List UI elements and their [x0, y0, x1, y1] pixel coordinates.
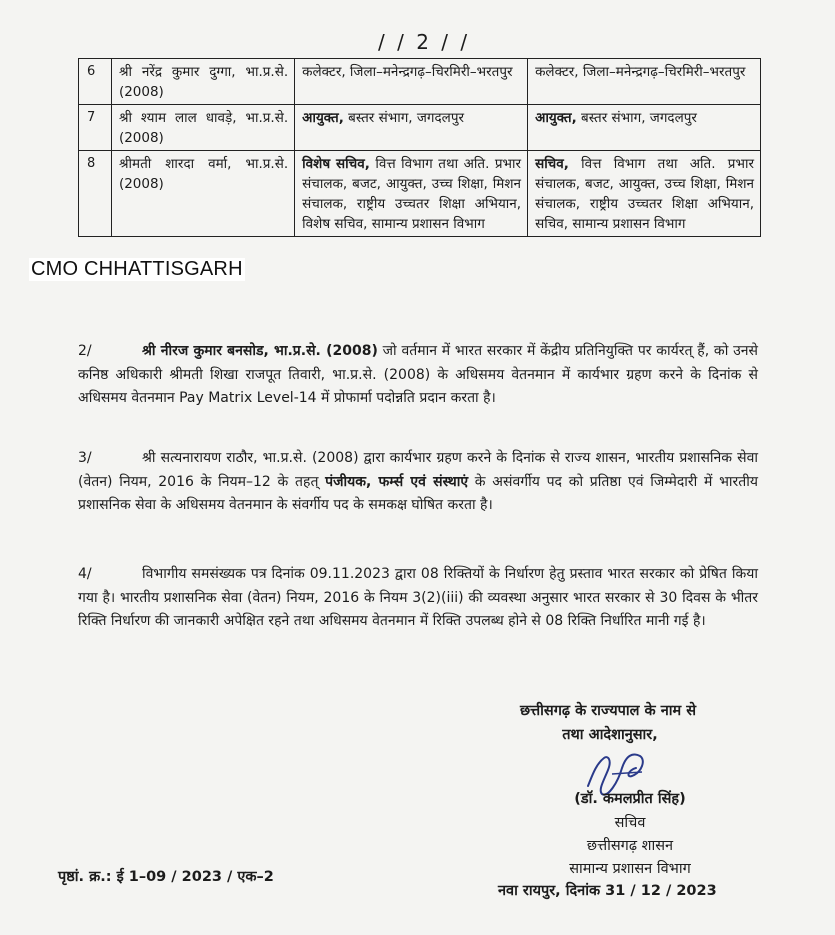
row-number: 7	[79, 105, 112, 151]
paragraph-number: 4/	[78, 566, 92, 582]
paragraph-number: 2/	[78, 343, 92, 359]
signatory-designation: सचिव	[614, 815, 646, 831]
watermark-label: CMO CHHATTISGARH	[31, 258, 243, 280]
current-post: विशेष सचिव, वित्त विभाग तथा अति. प्रभार संचालक, बजट, आयुक्त, उच्च शिक्षा, मिशन संचालक, राष्ट्रीय उच्चतर शिक्षा अभियान, विशेष सचिव, सामान्य प्रशासन विभाग	[295, 151, 528, 237]
table-row	[79, 151, 761, 237]
signatory-department: सामान्य प्रशासन विभाग	[569, 861, 691, 877]
paragraph-4	[78, 563, 758, 634]
table-row	[79, 59, 761, 105]
paragraph-text: के असंवर्गीय पद को प्रतिष्ठा एवं जिम्मेदारी में भारतीय प्रशासनिक सेवा के अधिसमय वेतनमान के संवर्गीय पद के समकक्ष घोषित करता है।	[78, 473, 758, 513]
row-number: 6	[79, 59, 112, 105]
page-number: / / 2 / /	[378, 30, 471, 54]
row-number: 8	[79, 151, 112, 237]
paragraph-text: श्री सत्यनारायण राठौर, भा.प्र.से. (2008) द्वारा कार्यभार ग्रहण करने के दिनांक से राज्य शासन, भारतीय प्रशासनिक सेवा (वेतन) नियम, 2016 के नियम–12 के तहत्	[78, 450, 758, 490]
signatory-name: (डॉ. कमलप्रीत सिंह)	[574, 791, 686, 807]
paragraph-text: विभागीय समसंख्यक पत्र दिनांक 09.11.2023 द्वारा 08 रिक्तियों के निर्धारण हेतु प्रस्ताव भारत सरकार को प्रेषित किया गया है। भारतीय प्रशासनिक सेवा (वेतन) नियम, 2016 के नियम 3(2)(iii) की व्यवस्था अनुसार भारत सरकार से 30 दिवस के भीतर रिक्ति निर्धारण की जानकारी अपेक्षित रहने तथा अधिसमय वेतनमान में रिक्ति उपलब्ध होने से 08 रिक्ति निर्धारित मानी गई है।	[78, 566, 758, 629]
new-post: आयुक्त, बस्तर संभाग, जगदलपुर	[528, 105, 761, 151]
paragraph-3	[78, 447, 758, 518]
transfer-table	[78, 58, 761, 237]
new-post: सचिव, वित्त विभाग तथा अति. प्रभार संचालक, बजट, आयुक्त, उच्च शिक्षा, मिशन संचालक, राष्ट्रीय उच्चतर शिक्षा अभियान, सचिव, सामान्य प्रशासन विभाग	[528, 151, 761, 237]
officer-name: श्री श्याम लाल धावड़े, भा.प्र.से. (2008)	[111, 105, 294, 151]
officer-name-bold: श्री नीरज कुमार बनसोड, भा.प्र.से. (2008)	[142, 343, 378, 359]
officer-name: श्रीमती शारदा वर्मा, भा.प्र.से. (2008)	[111, 151, 294, 237]
order-authority-line-2: तथा आदेशानुसार,	[562, 727, 658, 743]
current-post: आयुक्त, बस्तर संभाग, जगदलपुर	[295, 105, 528, 151]
date-line: नवा रायपुर, दिनांक 31 / 12 / 2023	[498, 883, 717, 899]
officer-name: श्री नरेंद्र कुमार दुग्गा, भा.प्र.से. (2008)	[111, 59, 294, 105]
order-authority-line: छत्तीसगढ़ के राज्यपाल के नाम से	[519, 703, 697, 719]
current-post: कलेक्टर, जिला–मनेन्द्रगढ़–चिरमिरी–भरतपुर	[295, 59, 528, 105]
post-name-bold: पंजीयक, फर्म्स एवं संस्थाएं	[325, 473, 469, 490]
endorsement-number: पृष्ठां. क्र.: ई 1–09 / 2023 / एक–2	[58, 869, 274, 885]
table-row	[79, 105, 761, 151]
paragraph-text: जो वर्तमान में भारत सरकार में केंद्रीय प्रतिनियुक्ति पर कार्यरत् हैं, को उनसे कनिष्ठ अधिकारी श्रीमती शिखा राजपूत तिवारी, भा.प्र.से. (2008) के अधिसमय वेतनमान में कार्यभार ग्रहण करने के दिनांक से अधिसमय वेतनमान Pay Matrix Level-14 में प्रोफार्मा पदोन्नति प्रदान करता है।	[78, 343, 759, 406]
paragraph-2	[78, 340, 758, 411]
paragraph-number: 3/	[78, 450, 92, 466]
new-post: कलेक्टर, जिला–मनेन्द्रगढ़–चिरमिरी–भरतपुर	[528, 59, 761, 105]
signatory-government: छत्तीसगढ़ शासन	[586, 838, 674, 854]
